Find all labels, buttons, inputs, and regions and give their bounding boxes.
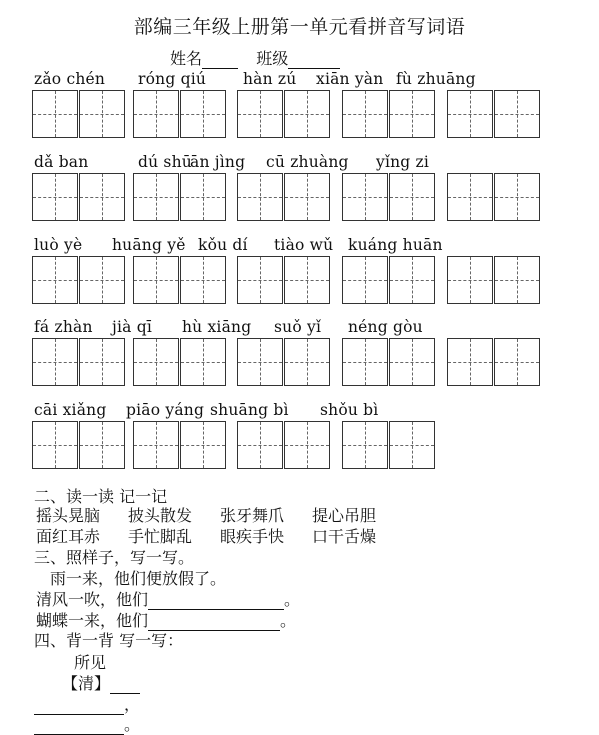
pinyin-label: róng qiú [138,70,207,88]
writing-box[interactable] [447,173,493,221]
writing-box[interactable] [79,90,125,138]
writing-box[interactable] [133,173,179,221]
writing-box[interactable] [284,90,330,138]
writing-box[interactable] [32,90,78,138]
writing-box[interactable] [494,173,540,221]
pinyin-label: huāng yě [112,236,186,254]
writing-box[interactable] [237,173,283,221]
writing-box[interactable] [133,90,179,138]
idiom-row [36,524,404,547]
writing-box[interactable] [494,256,540,304]
writing-box[interactable] [284,256,330,304]
idiom: 口干舌燥 [312,527,377,546]
writing-box[interactable] [32,256,78,304]
pinyin-label: ān jìng [190,153,246,171]
class-blank[interactable] [288,52,340,69]
idiom: 提心吊胆 [312,506,377,525]
question-line [36,587,300,610]
writing-box[interactable] [389,338,435,386]
writing-box[interactable] [79,256,125,304]
writing-box[interactable] [237,256,283,304]
pinyin-label: shuāng bì [210,401,289,419]
writing-box[interactable] [447,338,493,386]
pinyin-label: hù xiāng [182,318,252,336]
idiom: 张牙舞爪 [220,506,285,525]
pinyin-label: fù zhuāng [396,70,476,88]
pinyin-label: cāi xiǎng [34,401,107,419]
section3-heading: 三、照样子，写一写。 [34,548,195,567]
writing-box[interactable] [79,338,125,386]
writing-box[interactable] [180,256,226,304]
writing-box[interactable] [494,90,540,138]
section4-heading: 四、背一背 写一写： [34,631,184,650]
pinyin-label: néng gòu [348,318,423,336]
writing-box[interactable] [389,421,435,469]
writing-box[interactable] [284,421,330,469]
writing-box[interactable] [389,256,435,304]
idiom-row [36,503,404,526]
writing-box[interactable] [180,90,226,138]
writing-box[interactable] [342,421,388,469]
pinyin-label: zǎo chén [34,70,106,88]
writing-box[interactable] [284,173,330,221]
pinyin-label: shǒu bì [320,401,379,419]
writing-box[interactable] [133,338,179,386]
pinyin-label: fá zhàn [34,318,93,336]
pinyin-label: xiān yàn [316,70,384,88]
writing-box[interactable] [389,90,435,138]
example-sentence: 雨一来，他们便放假了。 [50,569,227,588]
writing-box[interactable] [342,90,388,138]
writing-box[interactable] [79,173,125,221]
idiom: 手忙脚乱 [128,527,193,546]
writing-box[interactable] [389,173,435,221]
pinyin-label: kǒu dí [198,236,248,254]
idiom: 摇头晃脑 [36,506,101,525]
idiom: 披头散发 [128,506,193,525]
end-mark: 。 [280,611,297,630]
section2-heading: 二、读一读 记一记 [34,487,168,506]
poem-title: 所见 [74,653,107,672]
writing-box[interactable] [284,338,330,386]
writing-box[interactable] [180,338,226,386]
writing-box[interactable] [180,173,226,221]
writing-box[interactable] [133,256,179,304]
writing-box[interactable] [32,338,78,386]
pinyin-label: hàn zú [243,70,297,88]
question-text: 蝴蝶一来，他们 [36,611,149,630]
pinyin-label: kuáng huān [348,236,443,254]
page-title: 部编三年级上册第一单元看拼音写词语 [133,16,466,38]
pinyin-label: suǒ yǐ [274,318,322,336]
idiom: 面红耳赤 [36,527,101,546]
writing-box[interactable] [447,90,493,138]
writing-box[interactable] [494,338,540,386]
name-label: 姓名 [170,49,203,68]
pinyin-label: tiào wǔ [274,236,334,254]
writing-box[interactable] [32,421,78,469]
writing-box[interactable] [133,421,179,469]
writing-box[interactable] [342,256,388,304]
writing-box[interactable] [237,338,283,386]
poem-blank[interactable] [34,718,124,735]
name-class-line [170,46,340,69]
name-blank[interactable] [202,52,238,69]
end-mark: 。 [284,590,301,609]
poem-author-line [62,671,140,694]
writing-box[interactable] [237,421,283,469]
pinyin-label: dú shū [138,153,192,171]
class-label: 班级 [256,49,289,68]
period: 。 [124,715,141,734]
writing-box[interactable] [447,256,493,304]
writing-box[interactable] [32,173,78,221]
writing-box[interactable] [237,90,283,138]
question-text: 清风一吹，他们 [36,590,149,609]
pinyin-label: luò yè [34,236,83,254]
writing-box[interactable] [342,338,388,386]
pinyin-label: cū zhuàng [266,153,349,171]
pinyin-label: piāo yáng [126,401,205,419]
idiom: 眼疾手快 [220,527,285,546]
writing-box[interactable] [180,421,226,469]
poem-dynasty: 【清】 [62,674,111,693]
writing-box[interactable] [79,421,125,469]
poem-line [34,712,140,735]
pinyin-label: jià qī [112,318,153,336]
pinyin-label: yǐng zi [376,153,430,171]
pinyin-label: dǎ ban [34,153,89,171]
writing-box[interactable] [342,173,388,221]
comma: ， [124,695,141,714]
